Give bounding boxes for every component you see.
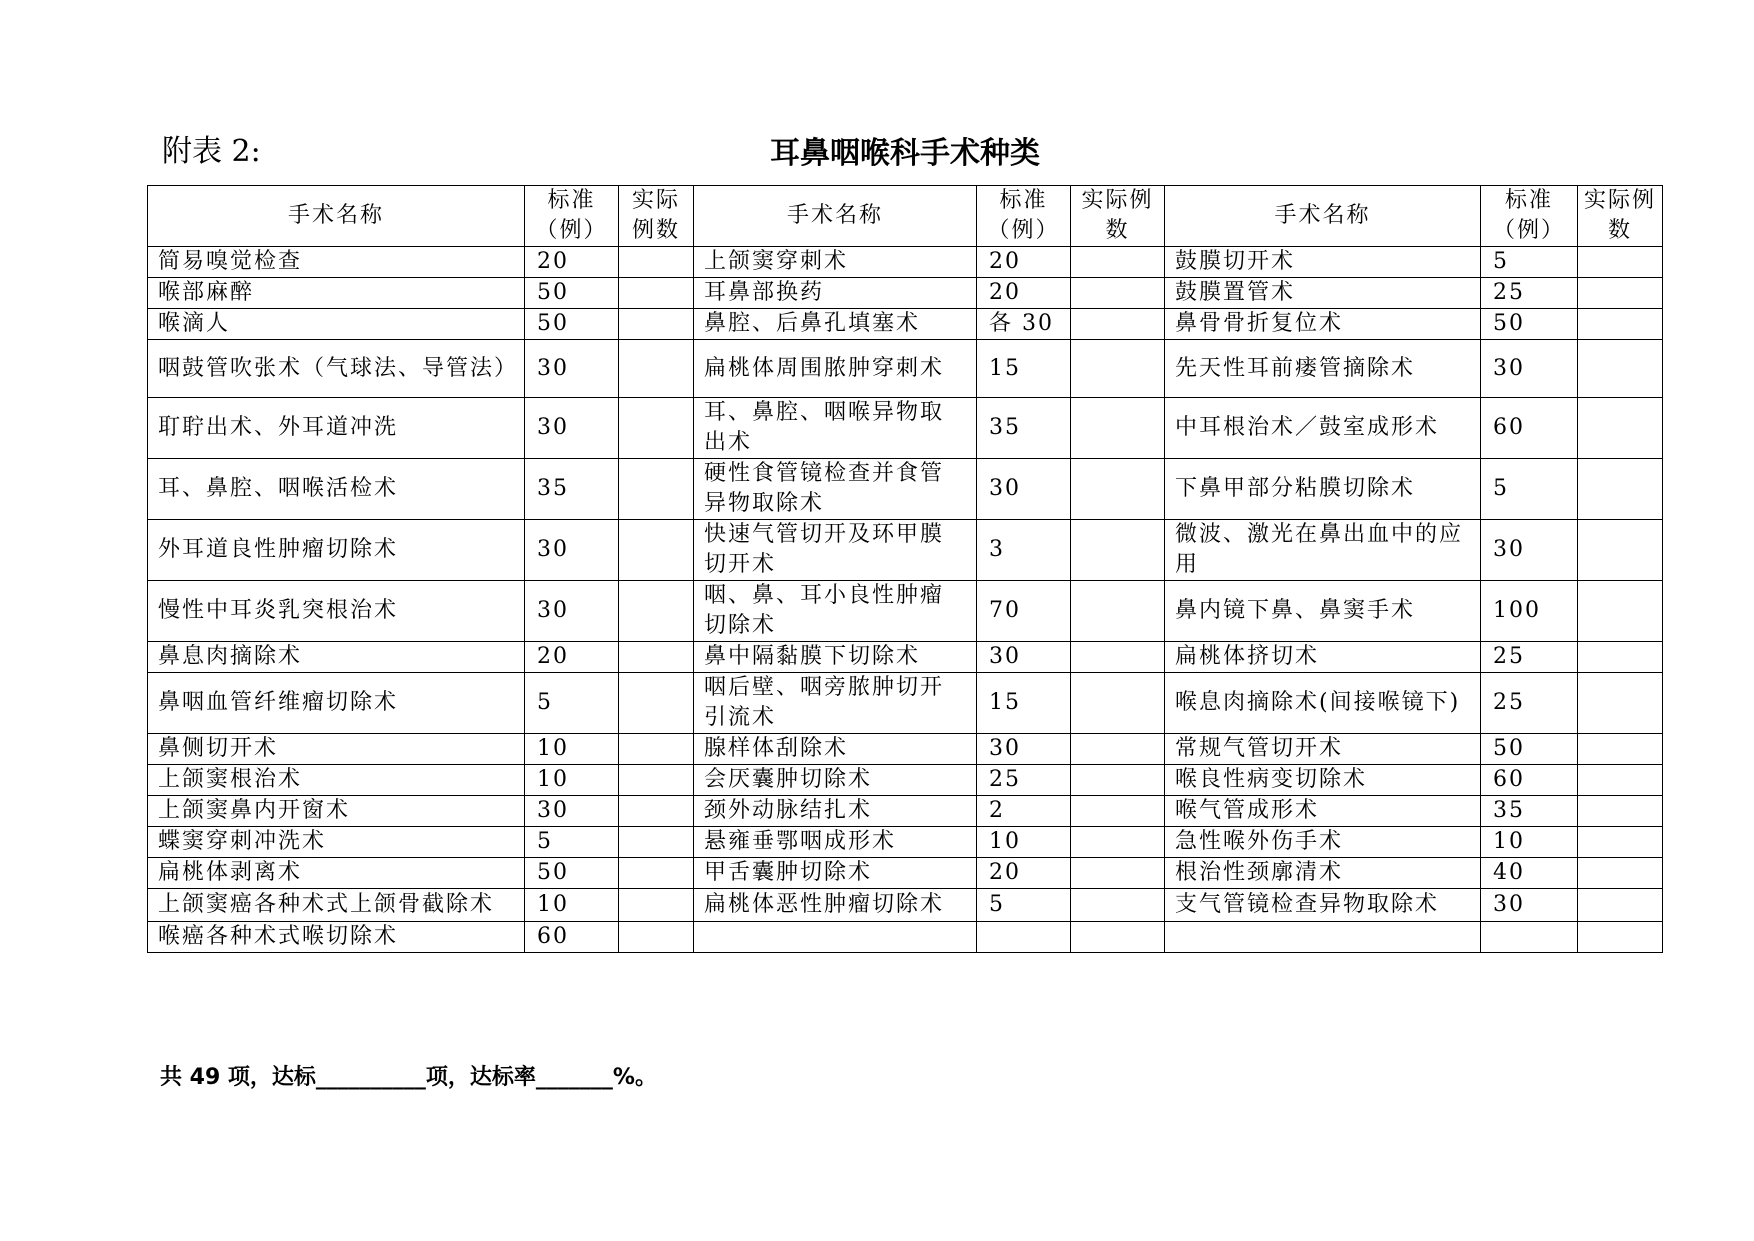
standard-count-cell: 30: [525, 520, 619, 581]
standard-count-cell: 5: [1481, 459, 1578, 520]
standard-count-cell: 20: [525, 642, 619, 673]
table-row: [148, 858, 1663, 889]
header-actual-count: 实际例数: [1071, 186, 1165, 247]
standard-count-cell: 50: [525, 858, 619, 889]
standard-count-cell: 20: [977, 858, 1071, 889]
table-row: [148, 642, 1663, 673]
surgery-name-cell: 咽、鼻、耳小良性肿瘤切除术: [694, 581, 977, 642]
surgery-name-cell: 鼓膜切开术: [1165, 247, 1481, 278]
surgery-name-cell: 硬性食管镜检查并食管异物取除术: [694, 459, 977, 520]
standard-count-cell: 30: [1481, 340, 1578, 398]
actual-count-cell[interactable]: [619, 398, 694, 459]
table-row: [148, 459, 1663, 520]
actual-count-cell[interactable]: [1578, 309, 1663, 340]
surgery-name-cell: 鼻中隔黏膜下切除术: [694, 642, 977, 673]
standard-count-cell: 30: [525, 581, 619, 642]
surgery-name-cell: 悬雍垂鄂咽成形术: [694, 827, 977, 858]
actual-count-cell[interactable]: [619, 247, 694, 278]
standard-count-cell: 60: [1481, 398, 1578, 459]
standard-count-cell: 30: [525, 796, 619, 827]
standard-count-cell: 10: [525, 734, 619, 765]
actual-count-cell[interactable]: [1071, 889, 1165, 922]
actual-count-cell[interactable]: [1578, 673, 1663, 734]
standard-count-cell: 15: [977, 340, 1071, 398]
actual-count-cell[interactable]: [1578, 734, 1663, 765]
table-row: [148, 922, 1663, 953]
standard-count-cell: 25: [1481, 673, 1578, 734]
surgery-name-cell: 鼻内镜下鼻、鼻窦手术: [1165, 581, 1481, 642]
standard-count-cell: 25: [1481, 642, 1578, 673]
standard-count-cell: 10: [525, 889, 619, 922]
table-row: [148, 520, 1663, 581]
surgery-name-cell: 先天性耳前瘘管摘除术: [1165, 340, 1481, 398]
table-row: [148, 673, 1663, 734]
annex-label: 附表 2:: [162, 134, 261, 169]
standard-count-cell: 2: [977, 796, 1071, 827]
surgery-name-cell: 鼓膜置管术: [1165, 278, 1481, 309]
actual-count-cell[interactable]: [619, 858, 694, 889]
surgery-name-cell: 咽鼓管吹张术（气球法、导管法）: [148, 340, 525, 398]
actual-count-cell[interactable]: [1071, 734, 1165, 765]
page-header: [150, 132, 1660, 182]
actual-count-cell[interactable]: [1071, 459, 1165, 520]
actual-count-cell[interactable]: [619, 765, 694, 796]
surgery-name-cell: 鼻骨骨折复位术: [1165, 309, 1481, 340]
surgery-table: [147, 185, 1663, 953]
actual-count-cell[interactable]: [619, 278, 694, 309]
standard-count-cell: 60: [525, 922, 619, 953]
header-surgery-name: 手术名称: [148, 186, 525, 247]
actual-count-cell[interactable]: [1071, 858, 1165, 889]
actual-count-cell[interactable]: [1071, 247, 1165, 278]
actual-count-cell[interactable]: [1071, 340, 1165, 398]
header-standard-count: 标准（例）: [525, 186, 619, 247]
standard-count-cell: 5: [977, 889, 1071, 922]
surgery-name-cell: 扁桃体周围脓肿穿刺术: [694, 340, 977, 398]
actual-count-cell[interactable]: [619, 734, 694, 765]
actual-count-cell[interactable]: [1578, 459, 1663, 520]
surgery-name-cell: 扁桃体剥离术: [148, 858, 525, 889]
surgery-name-cell: 鼻侧切开术: [148, 734, 525, 765]
actual-count-cell[interactable]: [619, 520, 694, 581]
surgery-name-cell: 喉气管成形术: [1165, 796, 1481, 827]
table-row: [148, 398, 1663, 459]
actual-count-cell[interactable]: [619, 459, 694, 520]
standard-count-cell: 30: [1481, 889, 1578, 922]
surgery-name-cell: 耳、鼻腔、咽喉活检术: [148, 459, 525, 520]
standard-count-cell: 25: [977, 765, 1071, 796]
standard-count-cell: 30: [1481, 520, 1578, 581]
standard-count-cell: 30: [977, 734, 1071, 765]
standard-count-cell: 100: [1481, 581, 1578, 642]
actual-count-cell[interactable]: [1578, 796, 1663, 827]
standard-count-cell: [1481, 922, 1578, 953]
standard-count-cell: 35: [977, 398, 1071, 459]
standard-count-cell: 30: [525, 340, 619, 398]
surgery-name-cell: 喉滴人: [148, 309, 525, 340]
surgery-name-cell: 腺样体刮除术: [694, 734, 977, 765]
actual-count-cell[interactable]: [1071, 765, 1165, 796]
header-standard-count: 标准（例）: [977, 186, 1071, 247]
actual-count-cell[interactable]: [1071, 278, 1165, 309]
standard-count-cell: 25: [1481, 278, 1578, 309]
actual-count-cell[interactable]: [1578, 765, 1663, 796]
actual-count-cell[interactable]: [619, 642, 694, 673]
standard-count-cell: 20: [977, 247, 1071, 278]
standard-count-cell: 5: [525, 827, 619, 858]
surgery-name-cell: 会厌囊肿切除术: [694, 765, 977, 796]
surgery-name-cell: 慢性中耳炎乳突根治术: [148, 581, 525, 642]
standard-count-cell: 35: [525, 459, 619, 520]
standard-count-cell: 50: [525, 278, 619, 309]
standard-count-cell: 20: [525, 247, 619, 278]
surgery-name-cell: 耳、鼻腔、咽喉异物取出术: [694, 398, 977, 459]
actual-count-cell[interactable]: [1071, 309, 1165, 340]
standard-count-cell: 50: [525, 309, 619, 340]
table-body: [148, 247, 1663, 953]
surgery-name-cell: 上颌窦癌各种术式上颌骨截除术: [148, 889, 525, 922]
surgery-name-cell: 鼻咽血管纤维瘤切除术: [148, 673, 525, 734]
surgery-name-cell: 快速气管切开及环甲膜切开术: [694, 520, 977, 581]
actual-count-cell[interactable]: [1071, 827, 1165, 858]
surgery-name-cell: 根治性颈廓清术: [1165, 858, 1481, 889]
table-row: [148, 796, 1663, 827]
standard-count-cell: 35: [1481, 796, 1578, 827]
surgery-name-cell: 上颌窦穿刺术: [694, 247, 977, 278]
surgery-name-cell: 上颌窦鼻内开窗术: [148, 796, 525, 827]
actual-count-cell[interactable]: [1071, 581, 1165, 642]
standard-count-cell: 各 30: [977, 309, 1071, 340]
surgery-name-cell: 简易嗅觉检查: [148, 247, 525, 278]
table-row: [148, 827, 1663, 858]
surgery-name-cell: 喉癌各种术式喉切除术: [148, 922, 525, 953]
standard-count-cell: 15: [977, 673, 1071, 734]
actual-count-cell[interactable]: [619, 827, 694, 858]
header-actual-count: 实际例数: [1578, 186, 1663, 247]
surgery-name-cell: 微波、激光在鼻出血中的应用: [1165, 520, 1481, 581]
standard-count-cell: 40: [1481, 858, 1578, 889]
actual-count-cell[interactable]: [619, 922, 694, 953]
standard-count-cell: [977, 922, 1071, 953]
surgery-name-cell: 支气管镜检查异物取除术: [1165, 889, 1481, 922]
surgery-name-cell: 常规气管切开术: [1165, 734, 1481, 765]
surgery-name-cell: 扁桃体挤切术: [1165, 642, 1481, 673]
standard-count-cell: 3: [977, 520, 1071, 581]
standard-count-cell: 50: [1481, 734, 1578, 765]
summary-line: 共 49 项，达标__________项，达标率_______%。: [160, 1065, 657, 1090]
standard-count-cell: 50: [1481, 309, 1578, 340]
surgery-name-cell: 下鼻甲部分粘膜切除术: [1165, 459, 1481, 520]
surgery-name-cell: 外耳道良性肿瘤切除术: [148, 520, 525, 581]
surgery-name-cell: [1165, 922, 1481, 953]
page-title: 耳鼻咽喉科手术种类: [770, 136, 1040, 171]
actual-count-cell[interactable]: [619, 796, 694, 827]
standard-count-cell: 10: [977, 827, 1071, 858]
actual-count-cell[interactable]: [1578, 278, 1663, 309]
standard-count-cell: 30: [525, 398, 619, 459]
actual-count-cell[interactable]: [1578, 340, 1663, 398]
standard-count-cell: 20: [977, 278, 1071, 309]
surgery-name-cell: 中耳根治术／鼓室成形术: [1165, 398, 1481, 459]
actual-count-cell[interactable]: [619, 581, 694, 642]
surgery-name-cell: 颈外动脉结扎术: [694, 796, 977, 827]
table-row: [148, 247, 1663, 278]
actual-count-cell[interactable]: [1071, 398, 1165, 459]
actual-count-cell[interactable]: [1071, 673, 1165, 734]
actual-count-cell[interactable]: [1071, 796, 1165, 827]
table-row: [148, 340, 1663, 398]
actual-count-cell[interactable]: [1578, 827, 1663, 858]
actual-count-cell[interactable]: [1578, 858, 1663, 889]
surgery-name-cell: 扁桃体恶性肿瘤切除术: [694, 889, 977, 922]
surgery-name-cell: 鼻息肉摘除术: [148, 642, 525, 673]
surgery-name-cell: 喉部麻醉: [148, 278, 525, 309]
surgery-name-cell: 喉良性病变切除术: [1165, 765, 1481, 796]
standard-count-cell: 30: [977, 459, 1071, 520]
surgery-name-cell: 咽后壁、咽旁脓肿切开引流术: [694, 673, 977, 734]
surgery-name-cell: 耳鼻部换药: [694, 278, 977, 309]
actual-count-cell[interactable]: [1071, 642, 1165, 673]
actual-count-cell[interactable]: [619, 309, 694, 340]
table-row: [148, 278, 1663, 309]
header-surgery-name: 手术名称: [1165, 186, 1481, 247]
actual-count-cell[interactable]: [1578, 889, 1663, 922]
actual-count-cell[interactable]: [1578, 581, 1663, 642]
surgery-name-cell: 鼻腔、后鼻孔填塞术: [694, 309, 977, 340]
table-header: [148, 186, 1663, 247]
surgery-name-cell: 耵聍出术、外耳道冲洗: [148, 398, 525, 459]
standard-count-cell: 30: [977, 642, 1071, 673]
table-row: [148, 765, 1663, 796]
standard-count-cell: 60: [1481, 765, 1578, 796]
surgery-name-cell: 上颌窦根治术: [148, 765, 525, 796]
header-row: [148, 186, 1663, 247]
header-standard-count: 标准（例）: [1481, 186, 1578, 247]
standard-count-cell: 10: [525, 765, 619, 796]
surgery-name-cell: [694, 922, 977, 953]
surgery-name-cell: 甲舌囊肿切除术: [694, 858, 977, 889]
standard-count-cell: 5: [525, 673, 619, 734]
actual-count-cell[interactable]: [1071, 520, 1165, 581]
surgery-name-cell: 蝶窦穿刺冲洗术: [148, 827, 525, 858]
table-row: [148, 889, 1663, 922]
actual-count-cell[interactable]: [1578, 520, 1663, 581]
standard-count-cell: 70: [977, 581, 1071, 642]
actual-count-cell[interactable]: [1578, 398, 1663, 459]
actual-count-cell[interactable]: [1578, 247, 1663, 278]
standard-count-cell: 5: [1481, 247, 1578, 278]
table-row: [148, 309, 1663, 340]
header-surgery-name: 手术名称: [694, 186, 977, 247]
actual-count-cell[interactable]: [1071, 922, 1165, 953]
surgery-name-cell: 喉息肉摘除术(间接喉镜下): [1165, 673, 1481, 734]
table-row: [148, 581, 1663, 642]
surgery-name-cell: 急性喉外伤手术: [1165, 827, 1481, 858]
table-row: [148, 734, 1663, 765]
header-actual-count: 实际例数: [619, 186, 694, 247]
actual-count-cell[interactable]: [619, 889, 694, 922]
standard-count-cell: 10: [1481, 827, 1578, 858]
actual-count-cell[interactable]: [619, 340, 694, 398]
actual-count-cell[interactable]: [619, 673, 694, 734]
actual-count-cell[interactable]: [1578, 922, 1663, 953]
actual-count-cell[interactable]: [1578, 642, 1663, 673]
